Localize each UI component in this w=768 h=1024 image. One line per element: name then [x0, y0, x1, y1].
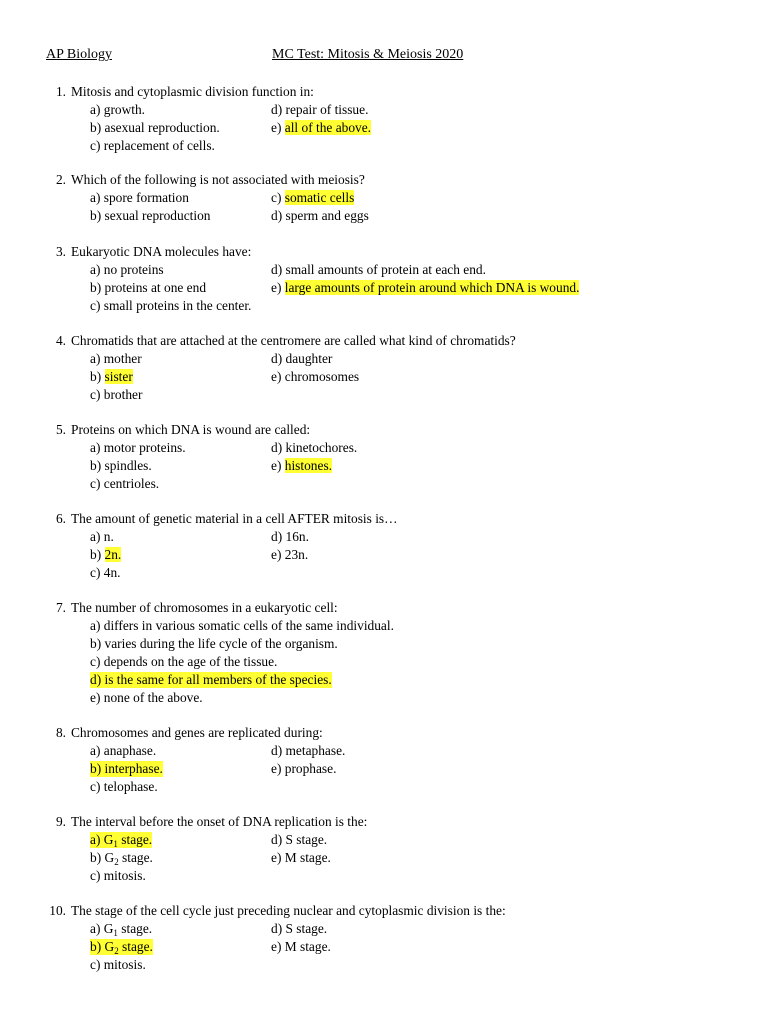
- test-title: MC Test: Mitosis & Meiosis 2020: [272, 47, 464, 62]
- option-b-highlighted-answer: b) interphase.: [90, 761, 163, 776]
- option-c: c) small proteins in the center.: [90, 298, 252, 313]
- option-d: d) sperm and eggs: [271, 208, 369, 223]
- question-number: 1.: [55, 84, 66, 99]
- option-c: c) replacement of cells.: [90, 138, 215, 153]
- option-label: c): [271, 190, 285, 205]
- question-text: The stage of the cell cycle just preceding nuclear and cytoplasmic division is the:: [71, 903, 506, 918]
- option-text: b) G: [90, 939, 115, 954]
- option-d: d) repair of tissue.: [271, 102, 369, 117]
- highlighted-answer: histones.: [284, 458, 333, 473]
- option-b: b) proteins at one end: [90, 280, 207, 295]
- option-a: [90, 921, 152, 937]
- option-label: e): [271, 280, 285, 295]
- option-d: d) S stage.: [271, 832, 328, 847]
- option-text: stage.: [117, 832, 153, 847]
- question-number: 3.: [55, 244, 66, 259]
- subscript: 1: [113, 839, 118, 849]
- option-d: d) kinetochores.: [271, 440, 358, 455]
- option-c: c) 4n.: [90, 565, 121, 580]
- question-number: 6.: [55, 511, 66, 526]
- option-c: c) depends on the age of the tissue.: [90, 654, 278, 669]
- option-a: a) growth.: [90, 102, 146, 117]
- option-a: a) anaphase.: [90, 743, 157, 758]
- question-text: The interval before the onset of DNA replication is the:: [71, 814, 368, 829]
- question-number: 2.: [55, 172, 66, 187]
- question-text: Eukaryotic DNA molecules have:: [71, 244, 252, 259]
- question-text: Chromosomes and genes are replicated during:: [71, 725, 323, 740]
- option-d-highlighted-answer: d) is the same for all members of the species.: [90, 672, 332, 687]
- option-c: c) mitosis.: [90, 868, 146, 883]
- option-d: d) 16n.: [271, 529, 309, 544]
- option-c: c) telophase.: [90, 779, 158, 794]
- question-text: The amount of genetic material in a cell AFTER mitosis is…: [71, 511, 398, 526]
- option-d: d) metaphase.: [271, 743, 346, 758]
- option-b: b) varies during the life cycle of the organism.: [90, 636, 338, 651]
- option-text: b) G: [90, 850, 115, 865]
- option-c: c) mitosis.: [90, 957, 146, 972]
- option-label: e): [271, 120, 285, 135]
- option-e: e) M stage.: [271, 850, 331, 865]
- option-text: a) G: [90, 832, 114, 847]
- highlighted-answer: somatic cells: [284, 190, 355, 205]
- highlighted-answer: 2n.: [104, 547, 122, 562]
- option-text: a) G: [90, 921, 114, 936]
- option-e: e) 23n.: [271, 547, 309, 562]
- option-c: c) centrioles.: [90, 476, 160, 491]
- highlighted-answer: large amounts of protein around which DNA is wound.: [284, 280, 580, 295]
- option-e: [271, 458, 332, 474]
- option-label: b): [90, 369, 105, 384]
- question-number: 5.: [55, 422, 66, 437]
- option-d: d) daughter: [271, 351, 333, 366]
- course-title: AP Biology: [46, 47, 112, 62]
- option-a: a) no proteins: [90, 262, 164, 277]
- option-b: b) spindles.: [90, 458, 152, 473]
- option-c: c) brother: [90, 387, 143, 402]
- option-c: [271, 190, 354, 206]
- option-label: e): [271, 458, 285, 473]
- question-text: Chromatids that are attached at the centromere are called what kind of chromatids?: [71, 333, 516, 348]
- option-b: b) sexual reproduction: [90, 208, 211, 223]
- subscript: 2: [114, 857, 119, 867]
- option-a: a) n.: [90, 529, 114, 544]
- highlighted-answer: all of the above.: [284, 120, 372, 135]
- option-e: e) none of the above.: [90, 690, 203, 705]
- option-e: e) prophase.: [271, 761, 337, 776]
- option-a: a) spore formation: [90, 190, 189, 205]
- option-e: e) M stage.: [271, 939, 331, 954]
- question-text: Mitosis and cytoplasmic division function in:: [71, 84, 314, 99]
- option-b: b) asexual reproduction.: [90, 120, 220, 135]
- question-number: 4.: [55, 333, 66, 348]
- option-text: stage.: [117, 921, 153, 936]
- option-d: d) small amounts of protein at each end.: [271, 262, 486, 277]
- question-number: 8.: [55, 725, 66, 740]
- question-text: Proteins on which DNA is wound are called:: [71, 422, 311, 437]
- option-e: e) chromosomes: [271, 369, 360, 384]
- subscript: 1: [113, 928, 118, 938]
- option-text: stage.: [118, 939, 153, 954]
- option-e: [271, 280, 579, 296]
- option-d: d) S stage.: [271, 921, 328, 936]
- option-b: [90, 850, 153, 866]
- option-a: a) mother: [90, 351, 142, 366]
- highlighted-answer: sister: [104, 369, 133, 384]
- question-number: 9.: [55, 814, 66, 829]
- option-e: [271, 120, 371, 136]
- subscript: 2: [114, 946, 119, 956]
- option-b-highlighted-answer: [90, 939, 153, 955]
- option-a: a) motor proteins.: [90, 440, 186, 455]
- option-a: a) differs in various somatic cells of the same individual.: [90, 618, 394, 633]
- question-number: 7.: [55, 600, 66, 615]
- question-number: 10.: [49, 903, 66, 918]
- option-b: [90, 369, 133, 385]
- option-text: stage.: [118, 850, 153, 865]
- option-b: [90, 547, 121, 563]
- option-a-highlighted-answer: [90, 832, 152, 848]
- question-text: The number of chromosomes in a eukaryotic cell:: [71, 600, 338, 615]
- question-text: Which of the following is not associated with meiosis?: [71, 172, 365, 187]
- option-label: b): [90, 547, 105, 562]
